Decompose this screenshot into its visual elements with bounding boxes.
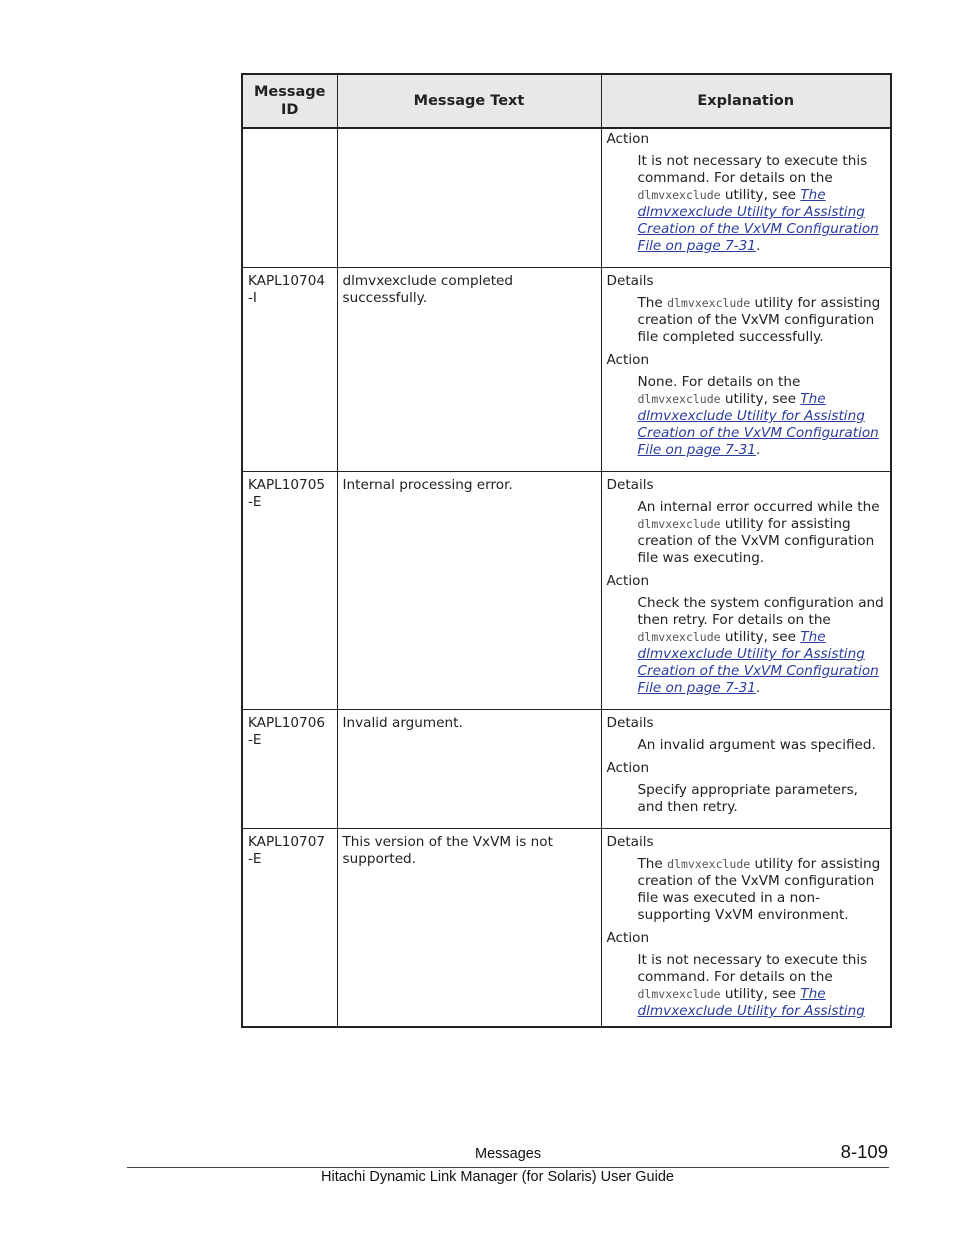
document-title: Hitachi Dynamic Link Manager (for Solaris) User Guide: [321, 1169, 674, 1185]
command-name: dlmvxexclude: [637, 987, 721, 1001]
header-explanation: Explanation: [601, 74, 891, 128]
message-id-cell: [242, 128, 337, 268]
explanation-cell: [601, 710, 891, 829]
details-text: The dlmvxexclude utility for assisting creation of the VxVM configuration file completed successfully.: [637, 295, 881, 345]
message-text-cell: Invalid argument.: [337, 710, 601, 829]
footer-section-name: Messages: [475, 1146, 542, 1162]
header-message-id: Message ID: [242, 74, 337, 128]
message-table-container: [241, 73, 890, 1028]
cross-reference-link[interactable]: The dlmvxexclude Utility for Assisting Creation of the VxVM Configuration File on page 7-31: [637, 629, 879, 696]
action-text: It is not necessary to execute this command. For details on the dlmvxexclude utility, see The dlmvxexclude Utility for Assisting Creation of the VxVM Configuration File on page 7-31.: [637, 153, 879, 254]
table-row: [242, 268, 891, 472]
footer-divider: [127, 1167, 889, 1168]
action-text: Specify appropriate parameters, and then retry.: [637, 782, 858, 815]
command-name: dlmvxexclude: [637, 188, 721, 202]
table-row: [242, 710, 891, 829]
action-label: Action: [606, 573, 650, 589]
details-text: An internal error occurred while the dlmvxexclude utility for assisting creation of the VxVM configuration file was executing.: [637, 499, 880, 566]
details-label: Details: [606, 834, 654, 850]
message-table: [241, 73, 892, 1028]
details-label: Details: [606, 715, 654, 731]
message-id-cell: KAPL10704 -I: [242, 268, 337, 472]
table-row: [242, 829, 891, 1028]
action-text: None. For details on the dlmvxexclude utility, see The dlmvxexclude Utility for Assisting Creation of the VxVM Configuration File on page 7-31.: [637, 374, 879, 458]
explanation-cell: [601, 472, 891, 710]
message-id-cell: KAPL10706 -E: [242, 710, 337, 829]
details-text: An invalid argument was specified.: [637, 737, 876, 753]
action-label: Action: [606, 131, 650, 147]
details-label: Details: [606, 477, 654, 493]
action-label: Action: [606, 930, 650, 946]
table-header-row: [242, 74, 891, 128]
cross-reference-link[interactable]: The dlmvxexclude Utility for Assisting Creation of the VxVM Configuration File on page 7-31: [637, 187, 879, 254]
header-message-text: Message Text: [337, 74, 601, 128]
explanation-cell: [601, 268, 891, 472]
message-text-cell: dlmvxexclude completed successfully.: [337, 268, 601, 472]
action-label: Action: [606, 352, 650, 368]
explanation-cell: [601, 829, 891, 1028]
command-name: dlmvxexclude: [637, 392, 721, 406]
table-row: [242, 472, 891, 710]
table-row: [242, 128, 891, 268]
command-name: dlmvxexclude: [637, 517, 721, 531]
message-text-cell: [337, 128, 601, 268]
details-label: Details: [606, 273, 654, 289]
command-name: dlmvxexclude: [637, 630, 721, 644]
cross-reference-link[interactable]: The dlmvxexclude Utility for Assisting: [637, 986, 865, 1019]
cross-reference-link[interactable]: The dlmvxexclude Utility for Assisting Creation of the VxVM Configuration File on page 7-31: [637, 391, 879, 458]
details-text: The dlmvxexclude utility for assisting creation of the VxVM configuration file was executed in a non-supporting VxVM environment.: [637, 856, 881, 923]
action-text: Check the system configuration and then retry. For details on the dlmvxexclude utility, see The dlmvxexclude Utility for Assisting Creation of the VxVM Configuration File on page 7-31.: [637, 595, 884, 696]
message-id-cell: KAPL10707 -E: [242, 829, 337, 1028]
page-number: 8-109: [840, 1141, 888, 1162]
command-name: dlmvxexclude: [667, 857, 751, 871]
action-text: It is not necessary to execute this command. For details on the dlmvxexclude utility, see The dlmvxexclude Utility for Assisting: [637, 952, 868, 1019]
explanation-cell: [601, 128, 891, 268]
command-name: dlmvxexclude: [667, 296, 751, 310]
message-id-cell: KAPL10705 -E: [242, 472, 337, 710]
message-text-cell: Internal processing error.: [337, 472, 601, 710]
message-text-cell: This version of the VxVM is not supported.: [337, 829, 601, 1028]
action-label: Action: [606, 760, 650, 776]
